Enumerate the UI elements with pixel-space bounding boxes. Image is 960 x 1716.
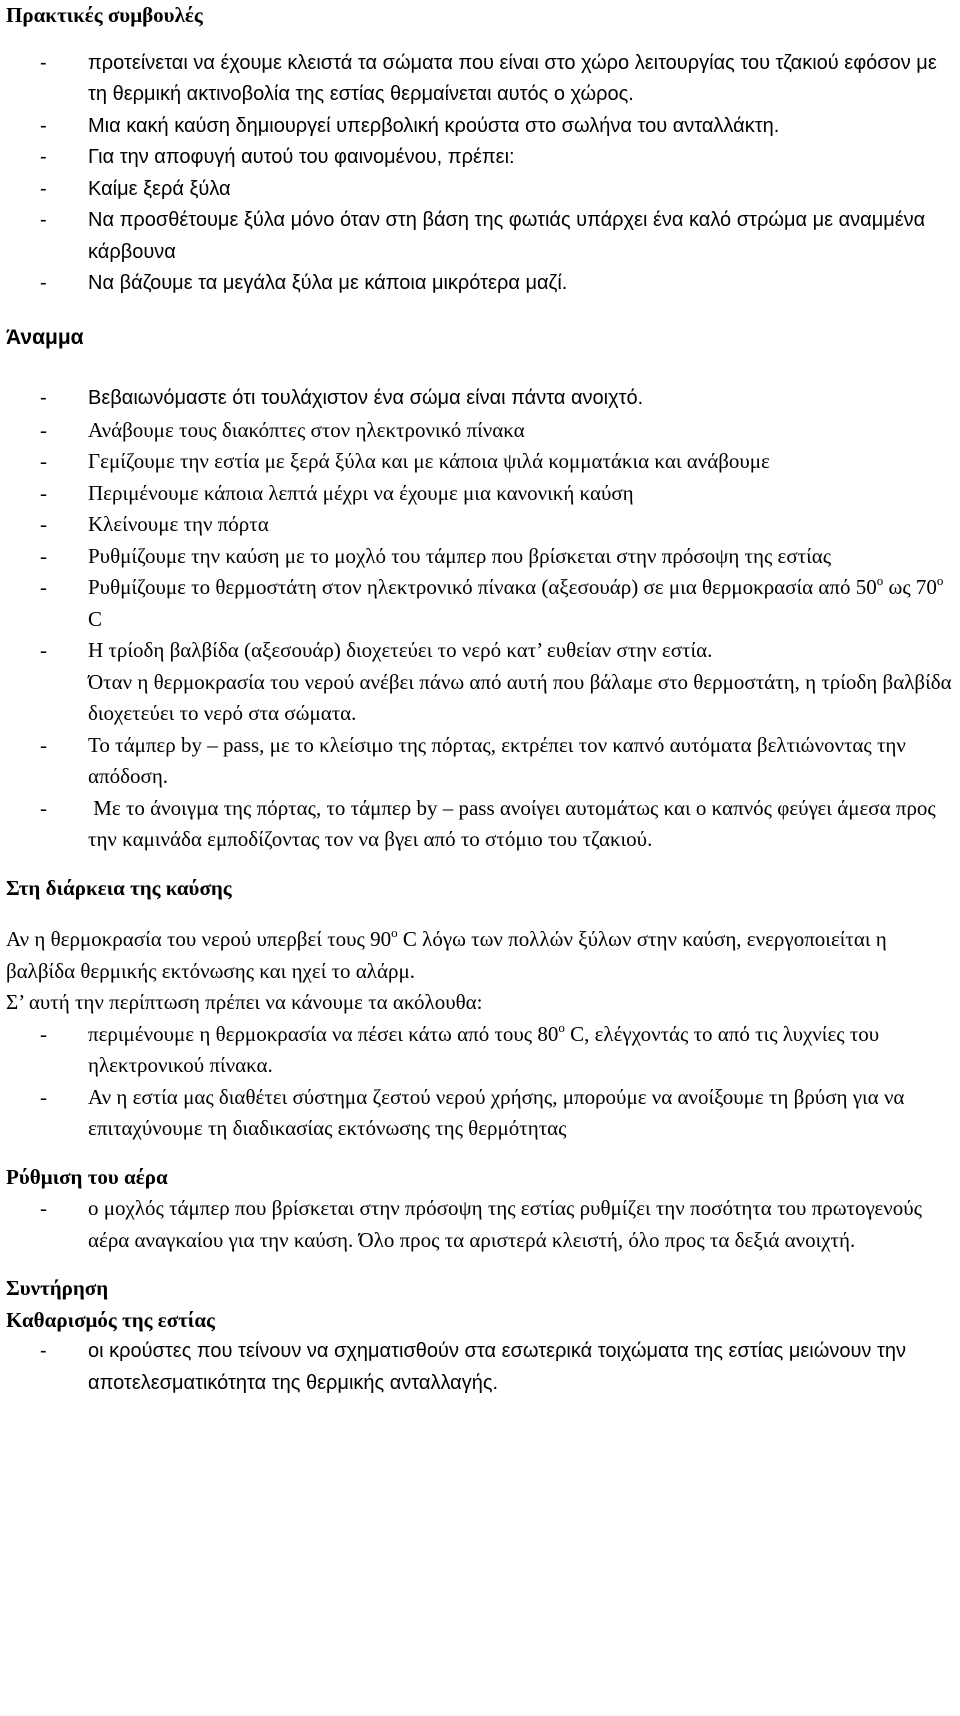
list-item: - Να προσθέτουμε ξύλα μόνο όταν στη βάση της φωτιάς υπάρχει ένα καλό στρώμα με αναμμένα κάρβουνα bbox=[6, 205, 956, 268]
list-item: - Για την αποφυγή αυτού του φαινομένου, πρέπει: bbox=[6, 142, 956, 174]
list-item: - Ρυθμίζουμε την καύση με το μοχλό του τάμπερ που βρίσκεται στην πρόσοψη της εστίας bbox=[6, 541, 956, 573]
list-item: - Μια κακή καύση δημιουργεί υπερβολική κρούστα στο σωλήνα του ανταλλάκτη. bbox=[6, 111, 956, 143]
list-item: - Να βάζουμε τα μεγάλα ξύλα με κάποια μικρότερα μαζί. bbox=[6, 268, 956, 300]
list-item: - Κλείνουμε την πόρτα bbox=[6, 509, 956, 541]
list-item-thermostat bbox=[6, 572, 956, 635]
during-item-text: περιμένουμε η θερμοκρασία να πέσει κάτω από τους 80 bbox=[88, 1021, 559, 1046]
during-paragraph bbox=[6, 924, 956, 987]
during-heading: Στη διάρκεια της καύσης bbox=[6, 875, 232, 900]
ignition-list-b bbox=[6, 415, 956, 667]
during-instructions: Σ’ αυτή την περίπτωση πρέπει να κάνουμε τα ακόλουθα: bbox=[6, 990, 483, 1014]
during-item-text: C, ελέγχοντάς το από τις λυχνίες του ηλεκτρονικού πίνακα. bbox=[88, 1021, 880, 1077]
list-item bbox=[6, 1019, 956, 1082]
valve-text: Η τρίοδη βαλβίδα (αξεσουάρ) διοχετεύει το νερό κατ’ ευθείαν στην εστία. bbox=[88, 638, 713, 662]
degree-sup: ο bbox=[558, 1019, 565, 1035]
cleaning-subheading: Καθαρισμός της εστίας bbox=[6, 1307, 215, 1332]
list-item-valve bbox=[6, 635, 956, 667]
list-item: - Ανάβουμε τους διακόπτες στον ηλεκτρονικό πίνακα bbox=[6, 415, 956, 447]
tips-heading: Πρακτικές συμβουλές bbox=[6, 3, 203, 27]
air-list bbox=[6, 1193, 956, 1256]
list-item: - Βεβαιωνόμαστε ότι τουλάχιστον ένα σώμα είναι πάντα ανοιχτό. bbox=[6, 383, 956, 415]
list-item: - Με το άνοιγμα της πόρτας, το τάμπερ by – pass ανοίγει αυτομάτως και ο καπνός φεύγει άμεσα προς την καμινάδα εμποδίζοντας τον να βγει από το στόμιο του τζακιού. bbox=[6, 793, 956, 856]
air-heading: Ρύθμιση του αέρα bbox=[6, 1164, 168, 1189]
degree-sup: ο bbox=[391, 925, 398, 940]
ignition-heading: Άναμμα bbox=[6, 325, 84, 349]
during-text: Αν η θερμοκρασία του νερού υπερβεί τους 90 bbox=[6, 927, 392, 951]
thermostat-text: ως 70 bbox=[883, 575, 937, 599]
list-item: - Το τάμπερ by – pass, με το κλείσιμο της πόρτας, εκτρέπει τον καπνό αυτόματα βελτιώνοντας την απόδοση. bbox=[6, 730, 956, 793]
during-list bbox=[6, 1019, 956, 1145]
list-item: - Περιμένουμε κάποια λεπτά μέχρι να έχουμε μια κανονική καύση bbox=[6, 478, 956, 510]
valve-continuation: Όταν η θερμοκρασία του νερού ανέβει πάνω από αυτή που βάλαμε στο θερμοστάτη, η τρίοδη βαλβίδα διοχετεύει το νερό στα σώματα. bbox=[88, 669, 952, 725]
list-item: - οι κρούστες που τείνουν να σχηματισθούν στα εσωτερικά τοιχώματα της εστίας μειώνουν την αποτελεσματικότητα της θερμικής ανταλλαγής. bbox=[6, 1336, 956, 1399]
list-item: - ο μοχλός τάμπερ που βρίσκεται στην πρόσοψη της εστίας ρυθμίζει την ποσότητα του πρωτογενούς αέρα αναγκαίου για την καύση. Όλο προς τα αριστερά κλειστή, όλο προς τα δεξιά ανοιχτή. bbox=[6, 1193, 956, 1256]
thermostat-text: C bbox=[88, 606, 103, 631]
thermostat-text: Ρυθμίζουμε το θερμοστάτη στον ηλεκτρονικό πίνακα (αξεσουάρ) σε μια θερμοκρασία από 50 bbox=[88, 575, 877, 599]
maintenance-heading: Συντήρηση bbox=[6, 1276, 109, 1300]
degree-sup: ο bbox=[936, 573, 944, 588]
list-item: - προτείνεται να έχουμε κλειστά τα σώματα που είναι στο χώρο λειτουργίας του τζακιού εφόσον με τη θερμική ακτινοβολία της εστίας θερμαίνεται αυτός ο χώρος. bbox=[6, 48, 956, 111]
document-page bbox=[6, 0, 956, 1399]
tips-list bbox=[6, 48, 956, 300]
degree-sup: ο bbox=[876, 573, 884, 588]
during-text: C λόγω των πολλών ξύλων στην καύση, ενεργοποιείται η βαλβίδα θερμικής εκτόνωσης και ηχεί το αλάρμ. bbox=[6, 927, 887, 983]
list-item: - Αν η εστία μας διαθέτει σύστημα ζεστού νερού χρήσης, μπορούμε να ανοίξουμε τη βρύση για να επιταχύνουμε τη διαδικασίας εκτόνωσης της θερμότητας bbox=[6, 1082, 956, 1145]
damper-list bbox=[6, 730, 956, 856]
list-item: - Καίμε ξερά ξύλα bbox=[6, 174, 956, 206]
ignition-list-a bbox=[6, 383, 956, 415]
maintenance-list bbox=[6, 1336, 956, 1399]
list-item: - Γεμίζουμε την εστία με ξερά ξύλα και με κάποια ψιλά κομματάκια και ανάβουμε bbox=[6, 446, 956, 478]
